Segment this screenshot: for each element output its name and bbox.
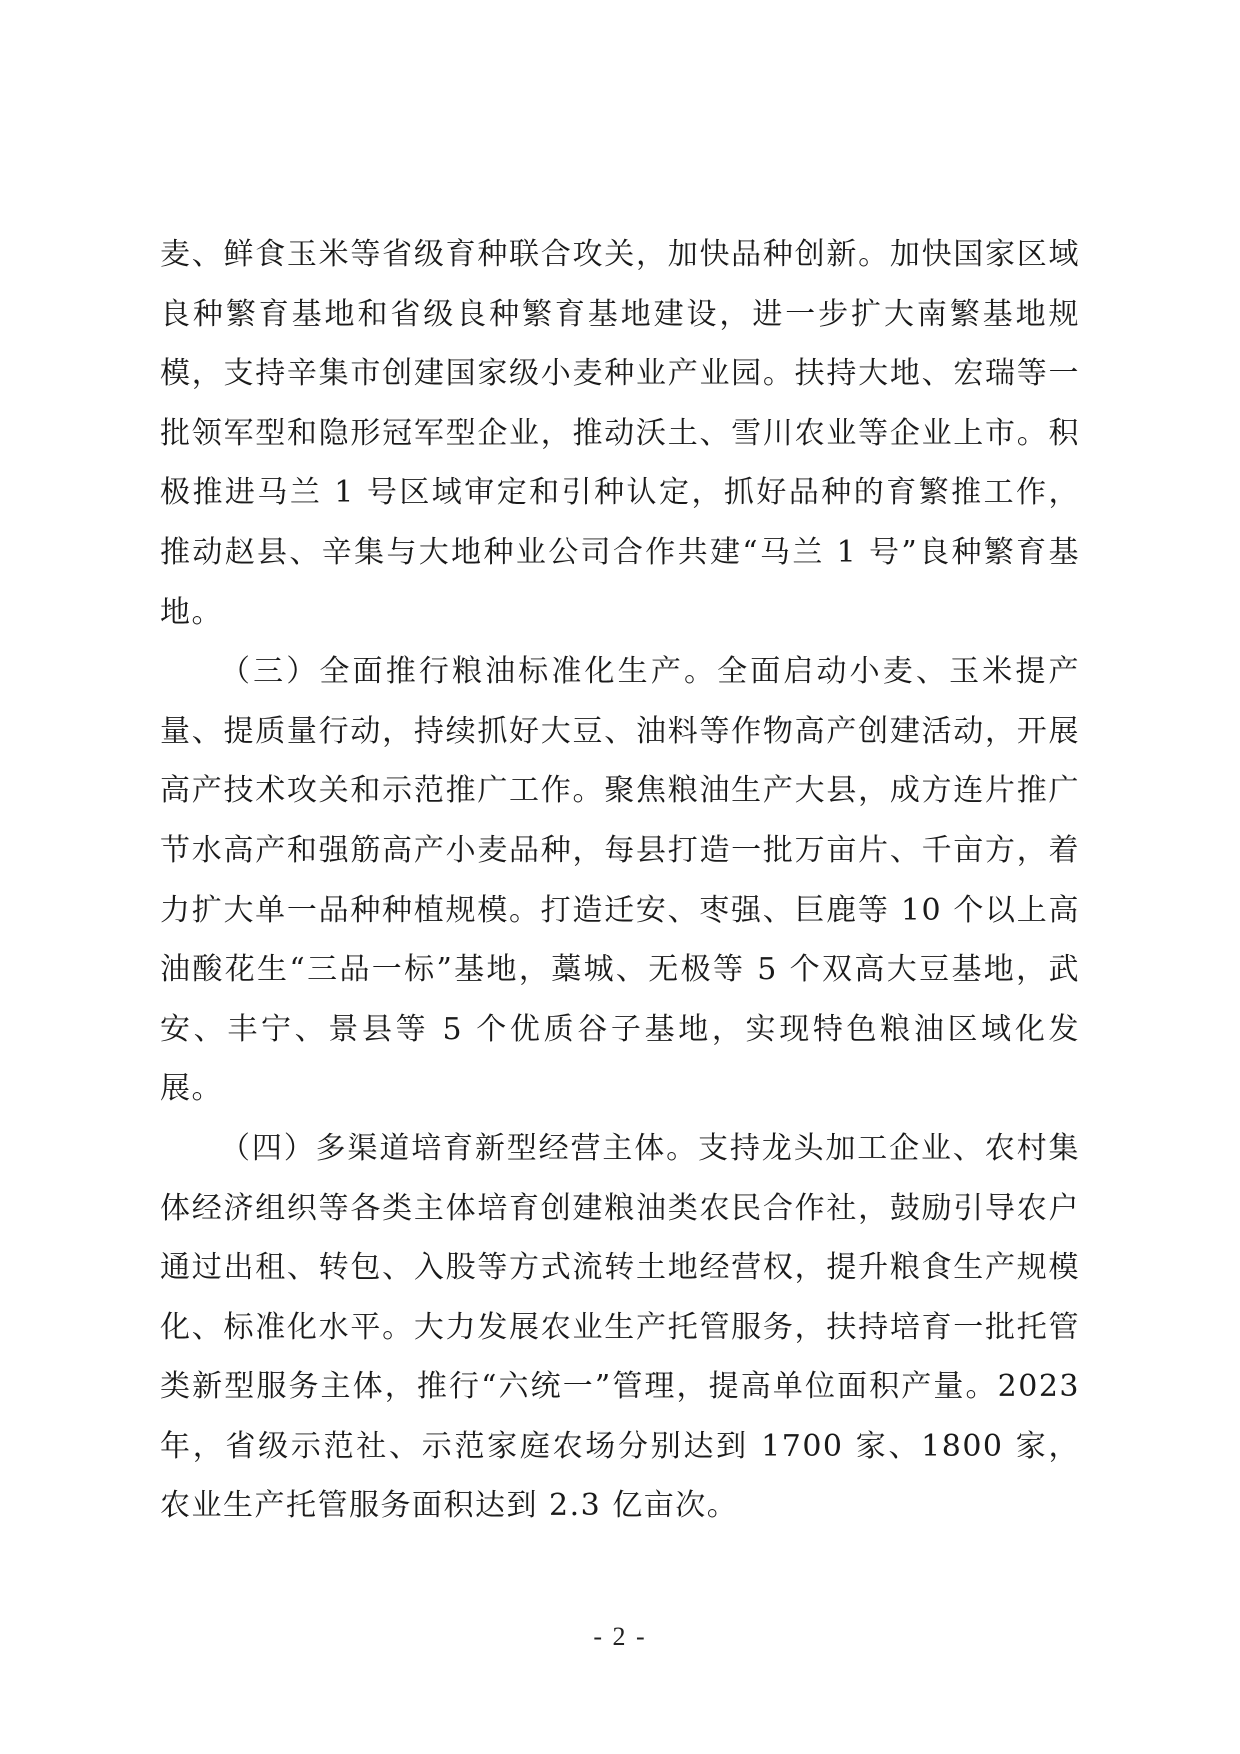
paragraph-seed-industry: 麦、鲜食玉米等省级育种联合攻关，加快品种创新。加快国家区域良种繁育基地和省级良种繁育基地建设，进一步扩大南繁基地规模，支持辛集市创建国家级小麦种业产业园。扶持大地、宏瑞等一批领军型和隐形冠军型企业，推动沃土、雪川农业等企业上市。积极推进马兰 1 号区域审定和引种认定，抓好品种的育繁推工作，推动赵县、辛集与大地种业公司合作共建“马兰 1 号”良种繁育基地。 (160, 237, 1080, 630)
document-body (160, 225, 1080, 1536)
page-number: - 2 - (593, 1622, 647, 1651)
paragraph-standardized-production: （三）全面推行粮油标准化生产。全面启动小麦、玉米提产量、提质量行动，持续抓好大豆、油料等作物高产创建活动，开展高产技术攻关和示范推广工作。聚焦粮油生产大县，成方连片推广节水高产和强筋高产小麦品种，每县打造一批万亩片、千亩方，着力扩大单一品种种植规模。打造迁安、枣强、巨鹿等 10 个以上高油酸花生“三品一标”基地，藁城、无极等 5 个双高大豆基地，武安、丰宁、景县等 5 个优质谷子基地，实现特色粮油区域化发展。 (160, 654, 1080, 1107)
paragraph-new-business-entities: （四）多渠道培育新型经营主体。支持龙头加工企业、农村集体经济组织等各类主体培育创建粮油类农民合作社，鼓励引导农户通过出租、转包、入股等方式流转土地经营权，提升粮食生产规模化、标准化水平。大力发展农业生产托管服务，扶持培育一批托管类新型服务主体，推行“六统一”管理，提高单位面积产量。2023 年，省级示范社、示范家庭农场分别达到 1700 家、1800 家，农业生产托管服务面积达到 2.3 亿亩次。 (160, 1130, 1080, 1524)
